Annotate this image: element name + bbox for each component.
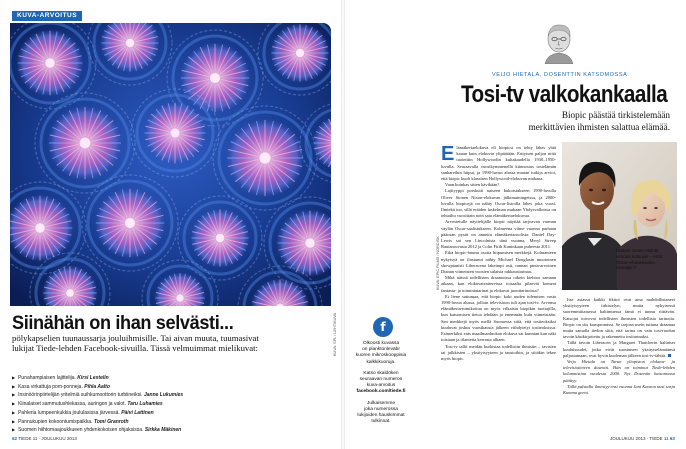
left-lead xyxy=(12,333,344,353)
article-title: Tosi-tv valkokankaalla xyxy=(461,81,668,108)
body-paragraph: Itse asiassa kaikki fiktiot ovat aina mahdollistaneet yksityisyyteen tirkistelyn, mutta nykyisessä suoremmittaisessa kaltimuessa tämä ei tunnu riittävän. Katsojat toivovat todellisten ihmisten todellisia tarinoita. Biopic on siis kompromissi. Se tarjoaa usein tuttuna draamaa mutta samalla tiedon siitä, että tarina on vain tosi-ruodun tavoin käsikirjoitettu ja rakennettu tositarinaksi. xyxy=(563,297,675,340)
author-portrait xyxy=(540,22,578,64)
category-tab: KUVA-ARVOITUS xyxy=(12,11,82,21)
article-body-column-1: Elämäkertaelokuva eli biopicsi on tehty lähes yhtä kauan kuin elokuvia ylipäätään. Erityisen paljon niitä tuotettiin Hollywoodin kultakaudella 1930–1950-luvulla. Seuraavalla vuosikymmenellä kiinnostus tosielämän sankareihin hiipui, ja 1990-luvun alussa muuan tutkija arvioi, että biopic kuoli klassisen Hollywood-elokuvan mukana. Vaan kuinkas sitten kävikään? Lajityyppi porskutti naiseen kukoistukseen 1990-luvulla Oliver Stonen Nixon-elokuvan jälkimainingeissa, ja 2000-luvulla biopicejä on nähty Oscar-listoilla lähes joka vuosi. Ilmiekä tuo, sillä eräiden laskelman mukaan Yhdysvalloissa on tehtailtu vuosittain noin sata elämäkertaelokuvaa. Arvostetulle näyttelijälle biopic näyttää tarjoavan varman väylän Oscar-saalistukseen. Kolmeena viime vuonna parhaan pääosan pystit on annettu elämäkertaroolista: Daniel Day-Lewis sai sen Lincolnista tänä vuonna, Meryl Streep Rautarouvasta 2012 ja Colin Firth Kuninkaan puheesta 2011. Eikä biopic-buumi osoita hiipumisen merkkejä. Kolmanteen nykyisyä on ilustunut nähty Michael Douglasin muotoinen showpianisti Liberacena lakeimpi asti, rannan pinta-arvoinen Dianan viimeisten vuosien salaista rakkaustarinaa. Mikä näissä todellisten draamoissa oikein kiehtoo samaan aikaan, kun elokuvateattereissa toisaalta pilaevät komeat fantasia- ja toimintatarinat ja elokuvat juonitarinoista? Et liene sattumaa, että biopic koki uuden tulemisen vasta 1990-luvun alussa, jolloin televisioon tuli ajan tosi-tv. Arvonsa elämäkerta-nimikoitua on myös vilkaistu biopikin tuottajilla, kun katsomisen tietoa tehdään jo enemmän kuin viimeistään. Sen merkkejä myös mellä Suomessa siitä, että tositeoksiksi kuuluvat joskus vuosikausia jälkeen viihdytetyt tositeoksissa. Esimerkiksi eräs maailmanluokan elokuva sai kunnian kun näki toisiaan ja tilanteita kerrasta alkaen. Tosi-tv tallii meidän kurkistaa todellisiin ihmisiin – tavisten tai julkkisten – yksityisyyteen ja taustoihin, ja siitäkin tekee myös biopic. xyxy=(441,143,556,361)
reader-guesses-list xyxy=(12,374,322,435)
body-paragraph: Mikä näissä todellisten draamoissa oikein kiehtoo samaan aikaan, kun elokuvateattereissa toisaalta pilaevät komeat fantasia- ja toimintatarinat ja elokuvat juonitarinoista? xyxy=(441,275,556,293)
page-number-right: JOULUKUU 2013 · TIEDE 11 63 xyxy=(610,436,675,441)
byline: VEIJO HIETALA, DOSENTTIN KATSOMOSSA xyxy=(492,72,628,78)
guess-item: ▶ Pahleria lumpeenkukkia joululasissa järvessä. Päivi Lattinen xyxy=(12,409,322,418)
body-paragraph: Arvostetulle näyttelijälle biopic näyttää tarjoavan varman väylän Oscar-saalistukseen. Kolmeena viime vuonna parhaan pääosan pystit on annettu elämäkertaroolista: Daniel Day-Lewis sai sen Lincolnista tänä vuonna, Meryl Streep Rautarouvasta 2012 ja Colin Firth Kuninkaan puheesta 2011. xyxy=(441,219,556,250)
microscope-image xyxy=(10,23,331,306)
left-lead-line: lukijat Tiede-lehden Facebook-sivuilla. Tässä velmuimmat mielikuvat: xyxy=(12,343,258,353)
body-paragraph: Eikä biopic-buumi osoita hiipumisen merkkejä. Kolmanteen nykyisyä on ilustunut nähty Michael Douglasin muotoinen showpianisti Liberacena lakeimpi asti, rannan pinta-arvoinen Dianan viimeisten vuosien salaista rakkaustarinaa. xyxy=(441,250,556,275)
body-paragraph: Lajityyppi porskutti naiseen kukoistukseen 1990-luvulla Oliver Stonen Nixon-elokuvan jälkimainingeissa, ja 2000-luvulla biopicejä on nähty Oscar-listoilla lähes joka vuosi. Ilmiekä tuo, sillä eräiden laskelman mukaan Yhdysvalloissa on tehtailtu vuosittain noin sata elämäkertaelokuvaa. xyxy=(441,188,556,219)
spread-gutter xyxy=(341,0,345,449)
series-note: Tällä palstalla ilmestyy ensi vuonna Jani Kaaron uusi sarja Kumma geeni. xyxy=(563,383,675,396)
guess-item: ▶ Pannukupien kokoontumispaikka. Tomi Granroth xyxy=(12,418,322,427)
drop-cap: E xyxy=(441,143,455,165)
facebook-link[interactable]: facebook.com/tiede.fi xyxy=(356,389,406,395)
body-paragraph: Tällä tavoin Liberacen ja Margaret Thatcherin kaltaiset kuuluisuudet, jotka eivät suostuneet yksityiselämäänsä paljastamaan, ovat hyvin kuoleman jälkeen tosi-tv-tähtiä. xyxy=(563,340,675,358)
guess-item: ▶ Kasa virkattuja pom-ponneja. Pihla Aalto xyxy=(12,383,322,392)
body-paragraph: Tosi-tv tallii meidän kurkistaa todellisiin ihmisiin – tavisten tai julkkisten – yksityisyyteen ja taustoihin, ja siitäkin tekee myös biopic. xyxy=(441,343,556,361)
body-paragraph: Et liene sattumaa, että biopic koki uuden tulemisen vasta 1990-luvun alussa, jolloin televisioon tuli ajan tosi-tv. Arvonsa elämäkerta-nimikoitua on myös vilkaistu biopikin tuottajilla, kun katsomisen tietoa tehdään jo enemmän kuin viimeistään. Sen merkkejä myös mellä Suomessa siitä, että tositeoksiksi kuuluvat joskus vuosikausia jälkeen viihdytetyt tositeoksissa. Esimerkiksi eräs maailmanluokan elokuva sai kunnian kun näki toisiaan ja tilanteita kerrasta alkaen. xyxy=(441,293,556,343)
facebook-info-box: Olkoosti kuvassa on planktonleväbr kuoren mikroskooppisia kalkkikuoruja. Katso skaldöken seuraavan numeron kuva-arvoitus facebook.com/tiede.fi Julkaisemme joka numerossa lukijoiden hauskimmat tulkinnat. xyxy=(346,341,416,425)
article-body-column-2 xyxy=(563,297,675,396)
guess-item: ▶ Punahampiaisen lajittelija. Kirsi Lestelin xyxy=(12,374,322,383)
end-mark-icon xyxy=(668,354,671,357)
guess-item: ▶ Kiinalaiset sammutushiekassa, auringon ja valot. Taru Luhamies xyxy=(12,400,322,409)
body-paragraph: Vaan kuinkas sitten kävikään? xyxy=(445,182,500,188)
author-bio: Veijo Hietala on Turun yliopiston elokuva- ja televisiotieteen dosentti. Hän on toiminut Tiede-lehden kolumnistina vuodesta 2000. Nyt Dosentin katsomossa päättyy. xyxy=(563,359,675,383)
left-lead-line: pölykapselien tuunaussarja jouluihmisille. Tai aivan muuta, tuumasivat xyxy=(12,333,259,343)
guess-item: ▶ Insinöörinpiirtelijän yritelmiä suihkumoottorin turbiineiksi. Janne Lukumies xyxy=(12,391,322,400)
page-number-left: 62 TIEDE 11 · JOULUKUU 2013 xyxy=(12,436,77,441)
photo-caption: Dianan onnen etsintä vehoaa katsojiin – entä Oscar-ehdokkaiden nimeäjiin? xyxy=(616,248,663,271)
guess-item: ▶ Suomen hiihtomaajoukkueen yhdenkokoisen ohjaksissa. Sirkka Mäkinen xyxy=(12,426,322,435)
left-headline: Siinähän on ihan selvästi... xyxy=(12,312,234,334)
photo-credit-right: KUVA: EPIC FILMS / NORDISK xyxy=(436,236,440,290)
facebook-icon: f xyxy=(373,317,393,337)
article-lead-line: Biopic päästää tirkistelemään xyxy=(561,110,670,120)
article-lead xyxy=(468,110,670,133)
article-lead-line: merkittävien ihmisten salattua elämää. xyxy=(528,121,670,132)
photo-credit-left: KUVA: SPL / LEHTIKUVA xyxy=(333,312,337,356)
